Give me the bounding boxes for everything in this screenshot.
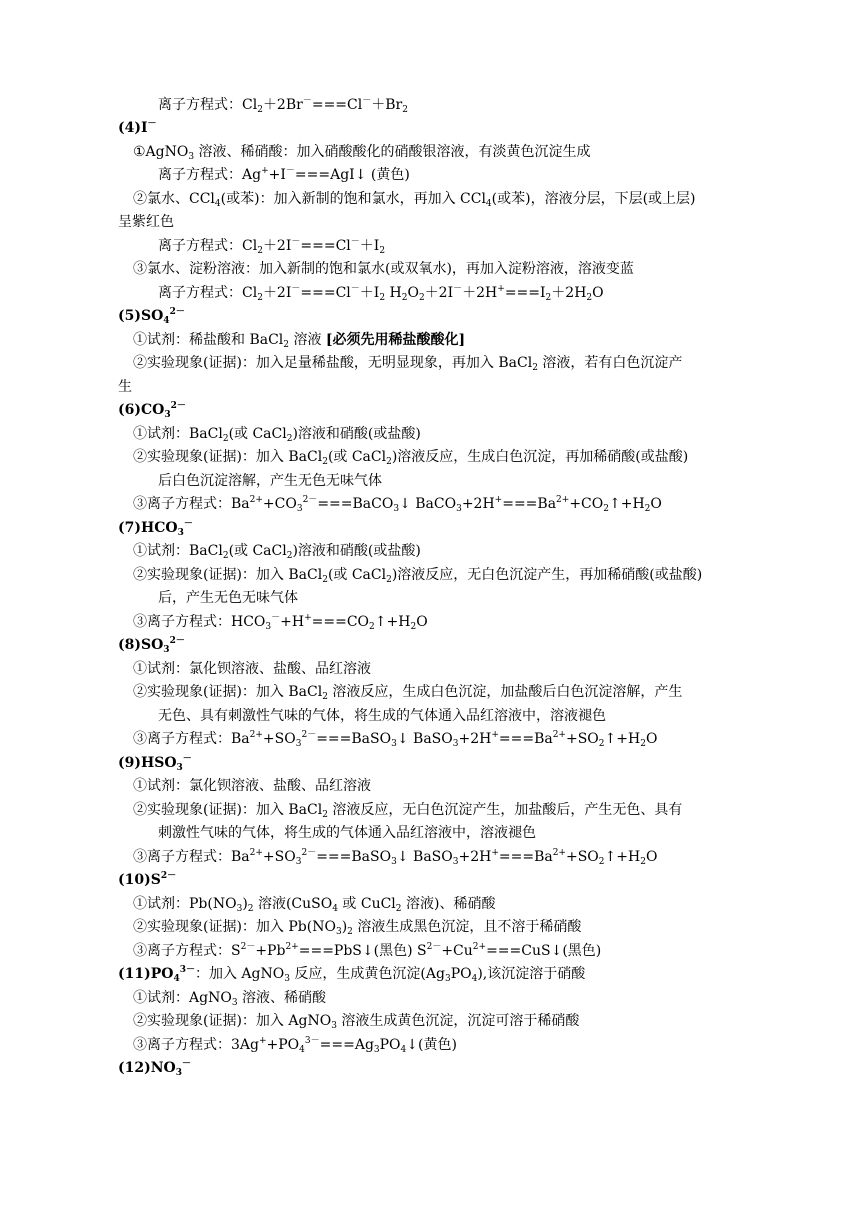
text-run: ),该沉淀溶于硝酸 bbox=[477, 966, 586, 982]
text-run: ↓ BaSO bbox=[396, 731, 453, 747]
superscript: 3－ bbox=[304, 1036, 320, 1046]
text-run: ↓(黄色) bbox=[406, 1037, 457, 1053]
text-run: O bbox=[645, 731, 658, 747]
text-run: 溶液生成黑色沉淀，且不溶于稀硝酸 bbox=[352, 919, 582, 935]
superscript: 2+ bbox=[249, 730, 263, 740]
text-run: O bbox=[407, 285, 419, 301]
subscript: 3 bbox=[393, 504, 400, 514]
text-run: 溶液，若有白色沉淀产 bbox=[537, 355, 683, 371]
text-line bbox=[118, 212, 174, 232]
text-run: 生 bbox=[118, 379, 132, 395]
text-run: ①试剂：Pb(NO bbox=[133, 896, 237, 912]
text-line bbox=[158, 823, 536, 843]
text-run: ↓ BaSO bbox=[396, 849, 453, 865]
subscript: 2 bbox=[644, 504, 651, 514]
text-run: (或 CaCl bbox=[228, 543, 287, 559]
text-run: ③离子方程式：Ba bbox=[133, 731, 250, 747]
text-line bbox=[158, 706, 606, 726]
superscript: + bbox=[261, 166, 269, 176]
text-run: ③离子方程式：3Ag bbox=[133, 1037, 259, 1053]
text-run: ＋2I bbox=[262, 285, 292, 301]
subscript: 2 bbox=[369, 622, 375, 632]
subscript: 2 bbox=[286, 551, 293, 561]
text-line bbox=[133, 729, 657, 749]
text-run: ②实验现象(证据)：加入 AgNO bbox=[133, 1013, 332, 1029]
subscript: 4 bbox=[471, 974, 478, 984]
text-line bbox=[133, 447, 688, 467]
text-run: 或 CuCl bbox=[337, 896, 396, 912]
text-run: 溶液、稀硝酸 bbox=[237, 990, 326, 1006]
subscript: 3 bbox=[452, 857, 459, 867]
text-run: )溶液和硝酸(或盐酸) bbox=[292, 543, 421, 559]
subscript: 3 bbox=[175, 1068, 182, 1078]
superscript: + bbox=[494, 495, 503, 505]
superscript: 2+ bbox=[556, 495, 570, 505]
text-run: ===Cl bbox=[311, 97, 363, 113]
text-line bbox=[158, 283, 604, 303]
text-run: (或 CaCl bbox=[327, 567, 387, 583]
text-run: PO bbox=[379, 1037, 401, 1053]
subscript: 3 bbox=[177, 528, 184, 538]
text-run: (10)S bbox=[118, 872, 161, 888]
text-run: +SO bbox=[262, 849, 296, 865]
subscript: 2 bbox=[322, 692, 328, 702]
text-line bbox=[133, 330, 465, 350]
text-run: ↑+H bbox=[604, 731, 641, 747]
text-run: (11)PO bbox=[118, 966, 174, 982]
text-run: )溶液反应，无白色沉淀产生，再加稀硝酸(或盐酸) bbox=[391, 567, 703, 583]
text-run: 无色、具有刺激性气味的气体，将生成的气体通入品红溶液中，溶液褪色 bbox=[158, 708, 606, 724]
subscript: 3 bbox=[335, 927, 342, 937]
superscript: 2－ bbox=[170, 401, 186, 411]
text-run: H bbox=[385, 285, 402, 301]
subscript: 2 bbox=[247, 904, 254, 914]
text-run: ↑+H bbox=[604, 849, 641, 865]
superscript: － bbox=[271, 613, 281, 623]
subscript: 2 bbox=[257, 293, 263, 303]
subscript: 2 bbox=[283, 340, 290, 350]
superscript: 2+ bbox=[249, 495, 263, 505]
subscript: 3 bbox=[176, 763, 183, 773]
text-run: ===AgI↓ (黄色) bbox=[294, 167, 410, 183]
superscript: － bbox=[182, 1059, 192, 1069]
superscript: 2－ bbox=[301, 848, 317, 858]
subscript: 4 bbox=[299, 1045, 305, 1055]
superscript: － bbox=[453, 284, 463, 294]
text-run: ↑+H bbox=[374, 614, 411, 630]
text-line bbox=[133, 682, 682, 702]
superscript: － bbox=[362, 96, 372, 106]
text-run: ③离子方程式：S bbox=[133, 943, 241, 959]
text-run: ===Ba bbox=[502, 496, 557, 512]
subscript: 3 bbox=[265, 622, 272, 632]
subscript: 4 bbox=[332, 904, 338, 914]
text-run: +2H bbox=[458, 731, 492, 747]
text-run: ③离子方程式：Ba bbox=[133, 496, 250, 512]
subscript: 2 bbox=[395, 904, 402, 914]
subscript: 2 bbox=[379, 293, 386, 303]
text-run: ) bbox=[341, 919, 348, 935]
section-heading bbox=[118, 870, 176, 890]
subscript: 2 bbox=[322, 810, 328, 820]
section-heading bbox=[118, 1058, 191, 1078]
text-run: 反应，生成黄色沉淀(Ag bbox=[289, 966, 445, 982]
text-run: 后白色沉淀溶解，产生无色无味气体 bbox=[158, 473, 382, 489]
section-heading bbox=[118, 306, 185, 326]
text-line bbox=[133, 353, 682, 373]
subscript: 2 bbox=[286, 434, 293, 444]
text-line bbox=[158, 165, 410, 185]
section-heading bbox=[118, 518, 193, 538]
text-run: )溶液和硝酸(或盐酸) bbox=[292, 426, 421, 442]
subscript: 3 bbox=[452, 739, 459, 749]
text-run: ===BaCO bbox=[317, 496, 394, 512]
text-run: (或苯)：加入新制的饱和氯水，再加入 CCl bbox=[220, 191, 486, 207]
text-run: ↓ BaCO bbox=[399, 496, 457, 512]
text-run: ===BaSO bbox=[316, 849, 392, 865]
text-run: ①试剂：氯化钡溶液、盐酸、品红溶液 bbox=[133, 661, 371, 677]
superscript: － bbox=[291, 284, 301, 294]
text-run: ②实验现象(证据)：加入 BaCl bbox=[133, 802, 323, 818]
text-run: (7)HCO bbox=[118, 520, 178, 536]
subscript: 2 bbox=[379, 246, 386, 256]
superscript: 2－ bbox=[240, 942, 256, 952]
subscript: 2 bbox=[532, 363, 538, 373]
text-run: ①试剂：BaCl bbox=[133, 543, 223, 559]
text-run: ===PbS↓(黑色) S bbox=[298, 943, 427, 959]
text-line bbox=[133, 776, 371, 796]
subscript: 2 bbox=[222, 551, 229, 561]
text-run: +2H bbox=[461, 496, 495, 512]
text-run: ③氯水、淀粉溶液：加入新制的饱和氯水(或双氧水)，再加入淀粉溶液，溶液变蓝 bbox=[133, 261, 634, 277]
subscript: 2 bbox=[257, 105, 263, 115]
text-line bbox=[133, 1011, 579, 1031]
text-run: ===CO bbox=[311, 614, 370, 630]
subscript: 2 bbox=[222, 434, 229, 444]
superscript: + bbox=[304, 613, 312, 623]
text-run: ) bbox=[242, 896, 248, 912]
text-run: ②实验现象(证据)：加入 Pb(NO bbox=[133, 919, 336, 935]
text-run: ＋2H bbox=[462, 285, 498, 301]
text-run: 溶液 bbox=[289, 332, 326, 348]
subscript: 3 bbox=[284, 974, 290, 984]
subscript: 3 bbox=[331, 1021, 337, 1031]
text-run: ②实验现象(证据)：加入 BaCl bbox=[133, 449, 323, 465]
text-run: 呈紫红色 bbox=[118, 214, 174, 230]
text-run: ②实验现象(证据)：加入 BaCl bbox=[133, 684, 323, 700]
text-run: (或 CaCl bbox=[327, 449, 387, 465]
text-run: +SO bbox=[565, 849, 599, 865]
text-run: O bbox=[416, 614, 428, 630]
section-heading bbox=[118, 753, 192, 773]
superscript: 2+ bbox=[552, 848, 566, 858]
subscript: 2 bbox=[598, 739, 605, 749]
section-heading bbox=[118, 118, 157, 138]
text-run: ＋Br bbox=[371, 97, 403, 113]
text-line bbox=[133, 988, 326, 1008]
superscript: － bbox=[147, 119, 157, 129]
text-run: 溶液反应，无白色沉淀产生，加盐酸后，产生无色、具有 bbox=[327, 802, 683, 818]
subscript: 3 bbox=[164, 410, 171, 420]
text-run: ③离子方程式：Ba bbox=[133, 849, 250, 865]
superscript: － bbox=[182, 754, 192, 764]
text-run: ②实验现象(证据)：加入 BaCl bbox=[133, 567, 323, 583]
subscript: 2 bbox=[410, 622, 417, 632]
superscript: 2－ bbox=[301, 730, 317, 740]
text-run: +Cu bbox=[441, 943, 473, 959]
subscript: 2 bbox=[322, 575, 328, 585]
text-run: ===Ba bbox=[498, 731, 553, 747]
text-run: 离子方程式：Cl bbox=[158, 238, 258, 254]
text-run: (9)HSO bbox=[118, 755, 177, 771]
text-line bbox=[133, 800, 682, 820]
superscript: + bbox=[491, 730, 499, 740]
subscript: 4 bbox=[400, 1045, 407, 1055]
text-run: 溶液生成黄色沉淀，沉淀可溶于稀硝酸 bbox=[336, 1013, 580, 1029]
text-run: ①试剂：AgNO bbox=[133, 990, 232, 1006]
subscript: 2 bbox=[401, 293, 408, 303]
superscript: 2+ bbox=[552, 730, 566, 740]
subscript: 2 bbox=[586, 293, 593, 303]
text-line bbox=[133, 565, 702, 585]
text-run: ===Ag bbox=[319, 1037, 374, 1053]
text-run: ①试剂：氯化钡溶液、盐酸、品红溶液 bbox=[133, 778, 371, 794]
superscript: + bbox=[258, 1036, 267, 1046]
text-run: PO bbox=[450, 966, 472, 982]
text-run: 离子方程式：Cl bbox=[158, 285, 258, 301]
text-run: ＋2I bbox=[424, 285, 454, 301]
text-run: O bbox=[650, 496, 662, 512]
subscript: 3 bbox=[236, 904, 243, 914]
subscript: 2 bbox=[603, 504, 609, 514]
text-line bbox=[133, 1035, 457, 1055]
text-run: 溶液)、稀硝酸 bbox=[401, 896, 496, 912]
text-line bbox=[158, 588, 298, 608]
text-run: ＋2Br bbox=[262, 97, 303, 113]
text-run: ①AgNO bbox=[133, 144, 189, 160]
subscript: 3 bbox=[373, 1045, 380, 1055]
subscript: 4 bbox=[163, 316, 170, 326]
subscript: 4 bbox=[485, 199, 492, 209]
text-run: ===I bbox=[504, 285, 546, 301]
superscript: 2－ bbox=[302, 495, 318, 505]
subscript: 3 bbox=[296, 504, 303, 514]
superscript: 2－ bbox=[426, 942, 442, 952]
subscript: 2 bbox=[386, 457, 392, 467]
subscript: 4 bbox=[214, 199, 221, 209]
text-run: (6)CO bbox=[118, 402, 165, 418]
text-run: ②氯水、CCl bbox=[133, 191, 215, 207]
subscript: 3 bbox=[444, 974, 451, 984]
text-run: ＋2H bbox=[551, 285, 587, 301]
text-line bbox=[158, 471, 382, 491]
text-run: ===Ba bbox=[498, 849, 553, 865]
subscript: 3 bbox=[163, 645, 170, 655]
text-run: (5)SO bbox=[118, 308, 164, 324]
subscript: 2 bbox=[545, 293, 552, 303]
subscript: 4 bbox=[173, 974, 180, 984]
superscript: 2－ bbox=[160, 871, 177, 881]
text-run: ＋I bbox=[359, 238, 380, 254]
text-line bbox=[133, 917, 581, 937]
text-run: ：加入 AgNO bbox=[194, 966, 285, 982]
text-run: (4)I bbox=[118, 120, 148, 136]
text-line bbox=[133, 941, 601, 961]
text-run: ===CuS↓(黑色) bbox=[486, 943, 602, 959]
text-line bbox=[133, 424, 421, 444]
text-line bbox=[133, 494, 662, 514]
text-run: (或 CaCl bbox=[228, 426, 287, 442]
subscript: 3 bbox=[295, 857, 302, 867]
superscript: － bbox=[350, 284, 360, 294]
subscript: 3 bbox=[231, 998, 238, 1008]
text-run: +2H bbox=[458, 849, 492, 865]
subscript: 3 bbox=[295, 739, 302, 749]
text-run: +H bbox=[280, 614, 305, 630]
text-run: (12)NO bbox=[118, 1060, 176, 1076]
subscript: 2 bbox=[402, 105, 408, 115]
text-line bbox=[133, 189, 696, 209]
text-line bbox=[133, 894, 495, 914]
superscript: － bbox=[350, 237, 360, 247]
text-run: +I bbox=[268, 167, 286, 183]
text-run: )溶液反应，生成白色沉淀，再加稀硝酸(或盐酸) bbox=[391, 449, 689, 465]
subscript: 2 bbox=[322, 457, 328, 467]
superscript: 2+ bbox=[249, 848, 263, 858]
superscript: 2－ bbox=[169, 307, 185, 317]
text-run: +Pb bbox=[255, 943, 286, 959]
text-run: ①试剂：稀盐酸和 BaCl bbox=[133, 332, 284, 348]
superscript: + bbox=[497, 284, 505, 294]
text-run: 溶液、稀硝酸：加入硝酸酸化的硝酸银溶液，有淡黄色沉淀生成 bbox=[194, 144, 591, 160]
subscript: 2 bbox=[418, 293, 425, 303]
text-run: O bbox=[592, 285, 604, 301]
subscript: 2 bbox=[386, 575, 392, 585]
text-run: O bbox=[645, 849, 658, 865]
text-run: ②实验现象(证据)：加入足量稀盐酸，无明显现象，再加入 BaCl bbox=[133, 355, 533, 371]
text-run: 离子方程式：Ag bbox=[158, 167, 262, 183]
superscript: － bbox=[291, 237, 301, 247]
superscript: － bbox=[285, 166, 295, 176]
superscript: － bbox=[183, 519, 193, 529]
superscript: 2+ bbox=[285, 942, 299, 952]
text-line bbox=[133, 612, 428, 632]
superscript: + bbox=[491, 848, 499, 858]
section-heading bbox=[118, 635, 185, 655]
text-run: (或苯)，溶液分层，下层(或上层) bbox=[491, 191, 696, 207]
text-run: 溶液反应，生成白色沉淀，加盐酸后白色沉淀溶解，产生 bbox=[327, 684, 683, 700]
text-run: +PO bbox=[266, 1037, 300, 1053]
text-run: +CO bbox=[262, 496, 297, 512]
subscript: 2 bbox=[598, 857, 605, 867]
text-line bbox=[133, 847, 657, 867]
text-run: ===Cl bbox=[300, 238, 351, 254]
superscript: 3－ bbox=[179, 965, 195, 975]
section-heading bbox=[118, 964, 585, 984]
subscript: 2 bbox=[640, 739, 646, 749]
text-run: (8)SO bbox=[118, 637, 164, 653]
superscript: 2－ bbox=[169, 636, 185, 646]
text-line bbox=[133, 541, 421, 561]
subscript: 2 bbox=[347, 927, 353, 937]
text-run: ↑+H bbox=[608, 496, 645, 512]
text-line bbox=[158, 236, 385, 256]
text-line bbox=[133, 659, 371, 679]
section-heading bbox=[118, 400, 186, 420]
text-run: +CO bbox=[569, 496, 604, 512]
text-line bbox=[158, 95, 408, 115]
text-run: ③离子方程式：HCO bbox=[133, 614, 266, 630]
text-run: ①试剂：BaCl bbox=[133, 426, 223, 442]
text-run: 刺激性气味的气体，将生成的气体通入品红溶液中，溶液褪色 bbox=[158, 825, 536, 841]
superscript: 2+ bbox=[472, 942, 487, 952]
subscript: 3 bbox=[391, 857, 397, 867]
text-run: +SO bbox=[262, 731, 296, 747]
text-line bbox=[133, 142, 591, 162]
text-run: 后，产生无色无味气体 bbox=[158, 590, 298, 606]
text-line bbox=[118, 377, 132, 397]
text-run: ＋I bbox=[359, 285, 380, 301]
text-run: 离子方程式：Cl bbox=[158, 97, 258, 113]
text-run: 溶液(CuSO bbox=[253, 896, 333, 912]
subscript: 2 bbox=[640, 857, 646, 867]
text-run: ===BaSO bbox=[316, 731, 392, 747]
superscript: － bbox=[302, 96, 312, 106]
subscript: 2 bbox=[257, 246, 263, 256]
text-line bbox=[133, 259, 634, 279]
subscript: 3 bbox=[456, 504, 462, 514]
text-run: ===Cl bbox=[300, 285, 351, 301]
subscript: 3 bbox=[188, 152, 195, 162]
subscript: 3 bbox=[391, 739, 397, 749]
text-run: +SO bbox=[565, 731, 599, 747]
text-run: [必须先用稀盐酸酸化] bbox=[325, 332, 466, 348]
text-run: ＋2I bbox=[262, 238, 292, 254]
